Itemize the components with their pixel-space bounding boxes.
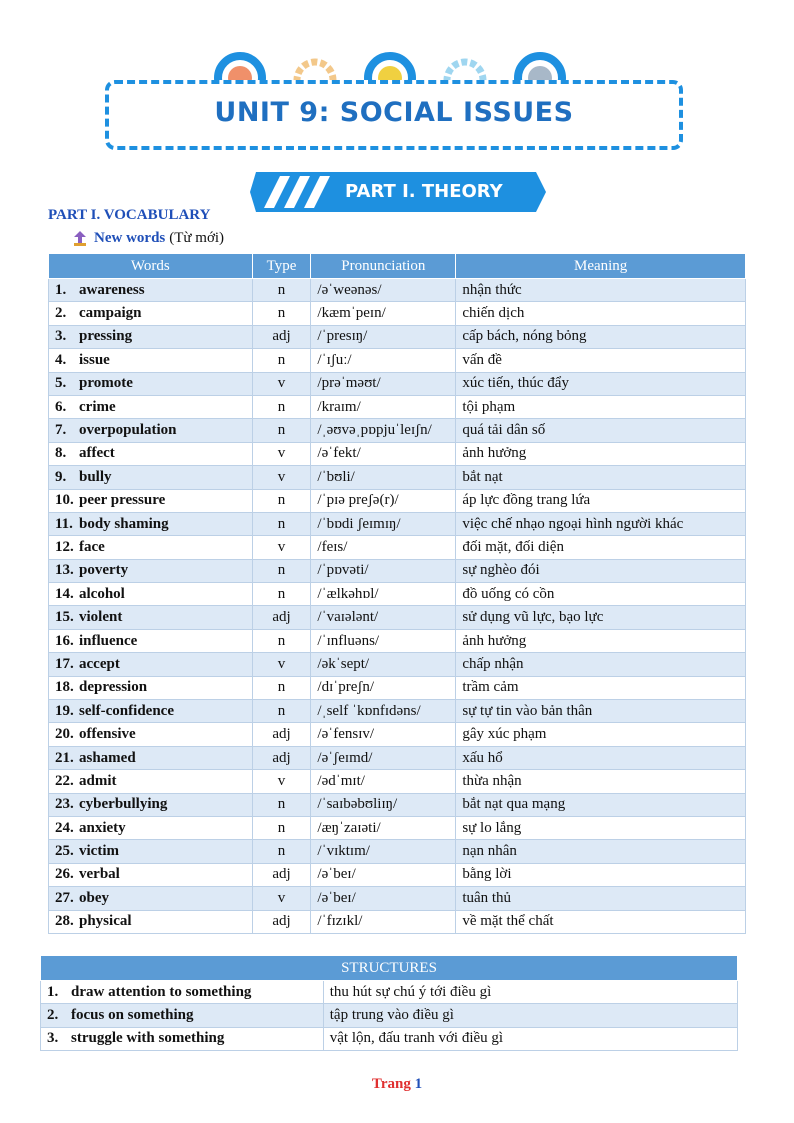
row-number: 17. <box>55 655 74 672</box>
word-text: crime <box>79 398 116 415</box>
row-number: 28. <box>55 913 74 930</box>
meaning-cell: nhận thức <box>456 279 746 302</box>
pronunciation-cell: /ˈfɪzɪkl/ <box>311 910 456 933</box>
meaning-cell: quá tải dân số <box>456 419 746 442</box>
word-text: face <box>79 538 105 555</box>
pronunciation-cell: /ədˈmɪt/ <box>311 770 456 793</box>
phrase-cell <box>41 981 324 1004</box>
word-text: promote <box>79 375 133 392</box>
column-header: Words <box>49 254 253 279</box>
table-header-row <box>49 254 746 279</box>
type-cell: n <box>252 302 311 325</box>
word-cell <box>49 629 253 652</box>
page-footer <box>0 1076 794 1093</box>
word-text: anxiety <box>79 819 126 836</box>
column-header: Type <box>252 254 311 279</box>
type-cell: n <box>252 349 311 372</box>
word-cell <box>49 536 253 559</box>
phrase-text: draw attention to something <box>71 983 252 1000</box>
word-cell <box>49 583 253 606</box>
word-text: verbal <box>79 866 120 883</box>
meaning-cell: xúc tiến, thúc đẩy <box>456 372 746 395</box>
pronunciation-cell: /ˈpɪə preʃə(r)/ <box>311 489 456 512</box>
pronunciation-cell: /əˈfensɪv/ <box>311 723 456 746</box>
type-cell: v <box>252 372 311 395</box>
word-text: depression <box>79 679 148 696</box>
word-cell <box>49 395 253 418</box>
table-row <box>49 419 746 442</box>
meaning-cell: bắt nạt qua mạng <box>456 793 746 816</box>
type-cell: n <box>252 395 311 418</box>
word-text: awareness <box>79 281 145 298</box>
table-row <box>49 512 746 535</box>
type-cell: adj <box>252 746 311 769</box>
meaning-cell: áp lực đồng trang lứa <box>456 489 746 512</box>
word-text: obey <box>79 889 109 906</box>
pronunciation-cell: /ˈɪnfluəns/ <box>311 629 456 652</box>
word-cell <box>49 419 253 442</box>
meaning-cell: tập trung vào điều gì <box>323 1004 737 1027</box>
pronunciation-cell: /ˈvɪktɪm/ <box>311 840 456 863</box>
word-cell <box>49 279 253 302</box>
table-row <box>49 395 746 418</box>
table-row <box>49 863 746 886</box>
subsection-heading <box>72 230 224 247</box>
meaning-cell: trầm cảm <box>456 676 746 699</box>
pronunciation-cell: /əˈfekt/ <box>311 442 456 465</box>
table-row <box>49 746 746 769</box>
table-row <box>49 302 746 325</box>
pronunciation-cell: /ˈvaɪələnt/ <box>311 606 456 629</box>
phrase-text: focus on something <box>71 1007 194 1024</box>
word-text: affect <box>79 445 115 462</box>
word-text: alcohol <box>79 585 125 602</box>
type-cell: n <box>252 840 311 863</box>
type-cell: n <box>252 512 311 535</box>
pronunciation-cell: /əkˈsept/ <box>311 653 456 676</box>
page-number: 1 <box>414 1076 423 1092</box>
word-cell <box>49 512 253 535</box>
pronunciation-cell: /kraɪm/ <box>311 395 456 418</box>
section-heading: PART I. VOCABULARY <box>48 207 211 223</box>
row-number: 2. <box>47 1007 59 1024</box>
word-cell <box>49 489 253 512</box>
row-number: 12. <box>55 538 74 555</box>
table-row <box>41 1027 738 1050</box>
pronunciation-cell: /ˌself ˈkɒnfɪdəns/ <box>311 700 456 723</box>
pronunciation-cell: /ˈsaɪbəbʊliɪŋ/ <box>311 793 456 816</box>
table-row <box>49 629 746 652</box>
row-number: 27. <box>55 889 74 906</box>
meaning-cell: thu hút sự chú ý tới điều gì <box>323 981 737 1004</box>
row-number: 25. <box>55 843 74 860</box>
table-row <box>49 442 746 465</box>
structures-table <box>40 955 738 1051</box>
word-text: poverty <box>79 562 129 579</box>
word-cell <box>49 676 253 699</box>
word-text: victim <box>79 843 119 860</box>
type-cell: v <box>252 466 311 489</box>
meaning-cell: sự tự tin vào bản thân <box>456 700 746 723</box>
word-cell <box>49 302 253 325</box>
pronunciation-cell: /dɪˈpreʃn/ <box>311 676 456 699</box>
meaning-cell: đối mặt, đối diện <box>456 536 746 559</box>
word-text: pressing <box>79 328 133 345</box>
pronunciation-cell: /feɪs/ <box>311 536 456 559</box>
meaning-cell: ảnh hưởng <box>456 629 746 652</box>
pronunciation-cell: /ˈpɒvəti/ <box>311 559 456 582</box>
pronunciation-cell: /ˈbɒdi ʃeɪmɪŋ/ <box>311 512 456 535</box>
word-text: physical <box>79 913 132 930</box>
type-cell: n <box>252 583 311 606</box>
pronunciation-cell: /ˈpresɪŋ/ <box>311 325 456 348</box>
word-text: violent <box>79 609 123 626</box>
meaning-cell: sự nghèo đói <box>456 559 746 582</box>
word-text: bully <box>79 468 112 485</box>
table-row <box>49 559 746 582</box>
pronunciation-cell: /æŋˈzaɪəti/ <box>311 816 456 839</box>
row-number: 10. <box>55 492 74 509</box>
word-text: peer pressure <box>79 492 166 509</box>
row-number: 26. <box>55 866 74 883</box>
type-cell: n <box>252 700 311 723</box>
table-row <box>49 536 746 559</box>
table-row <box>41 1004 738 1027</box>
type-cell: v <box>252 887 311 910</box>
pronunciation-cell: /kæmˈpeɪn/ <box>311 302 456 325</box>
pronunciation-cell: /ˈbʊli/ <box>311 466 456 489</box>
table-row <box>49 466 746 489</box>
type-cell: n <box>252 419 311 442</box>
meaning-cell: đồ uống có cồn <box>456 583 746 606</box>
pronunciation-cell: /əˈweənəs/ <box>311 279 456 302</box>
table-row <box>49 840 746 863</box>
table-row <box>49 349 746 372</box>
meaning-cell: nạn nhân <box>456 840 746 863</box>
type-cell: n <box>252 676 311 699</box>
row-number: 9. <box>55 468 67 485</box>
word-cell <box>49 606 253 629</box>
word-text: offensive <box>79 726 136 743</box>
row-number: 4. <box>55 351 67 368</box>
meaning-cell: sử dụng vũ lực, bạo lực <box>456 606 746 629</box>
table-row <box>49 887 746 910</box>
word-text: cyberbullying <box>79 796 168 813</box>
word-text: influence <box>79 632 138 649</box>
row-number: 18. <box>55 679 74 696</box>
word-cell <box>49 910 253 933</box>
word-cell <box>49 793 253 816</box>
row-number: 8. <box>55 445 67 462</box>
word-cell <box>49 466 253 489</box>
type-cell: v <box>252 536 311 559</box>
type-cell: adj <box>252 723 311 746</box>
meaning-cell: tuân thủ <box>456 887 746 910</box>
row-number: 2. <box>55 305 67 322</box>
type-cell: v <box>252 770 311 793</box>
word-cell <box>49 349 253 372</box>
type-cell: n <box>252 559 311 582</box>
type-cell: adj <box>252 863 311 886</box>
word-text: issue <box>79 351 110 368</box>
row-number: 24. <box>55 819 74 836</box>
word-cell <box>49 700 253 723</box>
word-cell <box>49 746 253 769</box>
word-text: accept <box>79 655 120 672</box>
row-number: 1. <box>47 983 59 1000</box>
type-cell: adj <box>252 606 311 629</box>
column-header: STRUCTURES <box>41 956 738 981</box>
row-number: 6. <box>55 398 67 415</box>
meaning-cell: xấu hổ <box>456 746 746 769</box>
word-text: campaign <box>79 305 142 322</box>
meaning-cell: về mặt thể chất <box>456 910 746 933</box>
meaning-cell: cấp bách, nóng bỏng <box>456 325 746 348</box>
row-number: 23. <box>55 796 74 813</box>
row-number: 5. <box>55 375 67 392</box>
word-cell <box>49 372 253 395</box>
table-header-row <box>41 956 738 981</box>
table-row <box>49 770 746 793</box>
table-row <box>49 606 746 629</box>
row-number: 20. <box>55 726 74 743</box>
page-label: Trang <box>371 1076 411 1092</box>
table-row <box>49 676 746 699</box>
row-number: 3. <box>47 1030 59 1047</box>
type-cell: adj <box>252 325 311 348</box>
word-cell <box>49 723 253 746</box>
meaning-cell: chiến dịch <box>456 302 746 325</box>
table-row <box>49 910 746 933</box>
type-cell: n <box>252 489 311 512</box>
meaning-cell: sự lo lắng <box>456 816 746 839</box>
pronunciation-cell: /əˈbeɪ/ <box>311 887 456 910</box>
row-number: 16. <box>55 632 74 649</box>
subsection-label: New words <box>94 230 166 246</box>
word-cell <box>49 653 253 676</box>
meaning-cell: thừa nhận <box>456 770 746 793</box>
word-text: ashamed <box>79 749 136 766</box>
pronunciation-cell: /əˈʃeɪmd/ <box>311 746 456 769</box>
bullet-icon <box>72 231 88 247</box>
row-number: 19. <box>55 702 74 719</box>
row-number: 21. <box>55 749 74 766</box>
row-number: 14. <box>55 585 74 602</box>
row-number: 22. <box>55 772 74 789</box>
meaning-cell: chấp nhận <box>456 653 746 676</box>
pronunciation-cell: /əˈbeɪ/ <box>311 863 456 886</box>
word-cell <box>49 863 253 886</box>
type-cell: v <box>252 653 311 676</box>
page-title: UNIT 9: SOCIAL ISSUES <box>214 97 574 128</box>
subsection-note: (Từ mới) <box>169 230 225 246</box>
word-cell <box>49 559 253 582</box>
column-header: Meaning <box>456 254 746 279</box>
type-cell: adj <box>252 910 311 933</box>
meaning-cell: việc chế nhạo ngoại hình người khác <box>456 512 746 535</box>
word-text: body shaming <box>79 515 169 532</box>
phrase-cell <box>41 1004 324 1027</box>
word-cell <box>49 887 253 910</box>
type-cell: n <box>252 629 311 652</box>
word-text: overpopulation <box>79 422 177 439</box>
table-row <box>49 325 746 348</box>
word-text: self-confidence <box>79 702 174 719</box>
meaning-cell: vấn đề <box>456 349 746 372</box>
type-cell: n <box>252 816 311 839</box>
row-number: 7. <box>55 422 67 439</box>
table-row <box>49 489 746 512</box>
row-number: 13. <box>55 562 74 579</box>
vocabulary-table <box>48 253 746 934</box>
pronunciation-cell: /ˈælkəhɒl/ <box>311 583 456 606</box>
pronunciation-cell: /prəˈməʊt/ <box>311 372 456 395</box>
row-number: 3. <box>55 328 67 345</box>
meaning-cell: vật lộn, đấu tranh với điều gì <box>323 1027 737 1050</box>
table-row <box>49 816 746 839</box>
word-cell <box>49 325 253 348</box>
row-number: 15. <box>55 609 74 626</box>
table-row <box>49 700 746 723</box>
table-row <box>49 653 746 676</box>
pronunciation-cell: /ˌəʊvəˌpɒpjuˈleɪʃn/ <box>311 419 456 442</box>
type-cell: n <box>252 793 311 816</box>
meaning-cell: bắt nạt <box>456 466 746 489</box>
type-cell: n <box>252 279 311 302</box>
table-row <box>41 981 738 1004</box>
table-row <box>49 583 746 606</box>
part-banner-label: PART I. THEORY <box>345 181 503 202</box>
phrase-cell <box>41 1027 324 1050</box>
table-row <box>49 793 746 816</box>
word-text: admit <box>79 772 117 789</box>
table-row <box>49 723 746 746</box>
row-number: 11. <box>55 515 73 532</box>
word-cell <box>49 816 253 839</box>
pronunciation-cell: /ˈɪʃuː/ <box>311 349 456 372</box>
meaning-cell: bằng lời <box>456 863 746 886</box>
row-number: 1. <box>55 281 67 298</box>
meaning-cell: ảnh hưởng <box>456 442 746 465</box>
type-cell: v <box>252 442 311 465</box>
column-header: Pronunciation <box>311 254 456 279</box>
phrase-text: struggle with something <box>71 1030 225 1047</box>
table-row <box>49 372 746 395</box>
word-cell <box>49 840 253 863</box>
meaning-cell: tội phạm <box>456 395 746 418</box>
word-cell <box>49 770 253 793</box>
table-row <box>49 279 746 302</box>
meaning-cell: gây xúc phạm <box>456 723 746 746</box>
word-cell <box>49 442 253 465</box>
